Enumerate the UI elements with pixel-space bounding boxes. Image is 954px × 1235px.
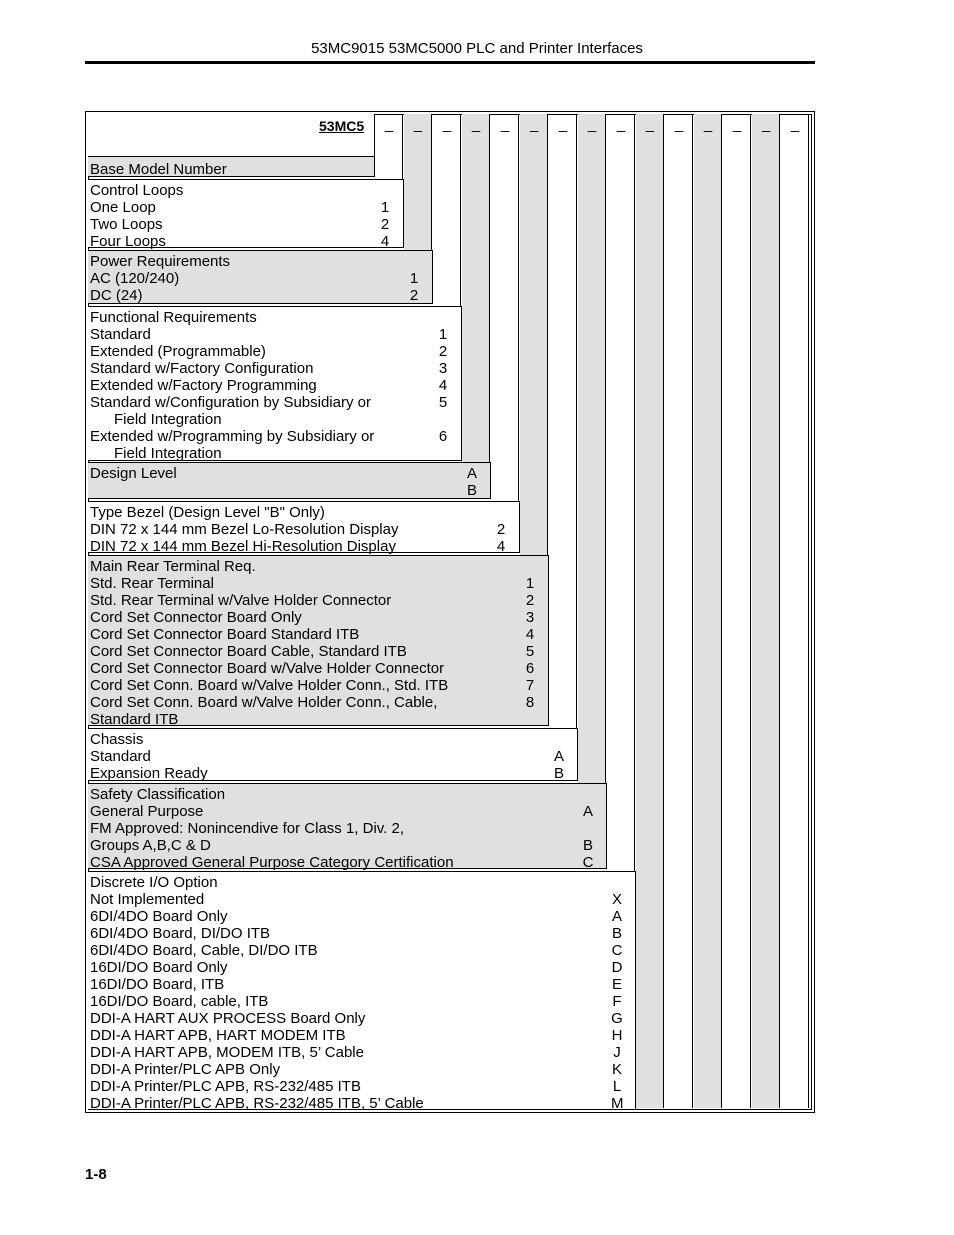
section-design-level bbox=[88, 462, 491, 499]
option-label: Standard bbox=[90, 748, 151, 765]
option-label: Cord Set Conn. Board w/Valve Holder Conn., Std. ITB bbox=[90, 677, 449, 694]
option-label: Expansion Ready bbox=[90, 765, 208, 782]
section-power-requirements bbox=[88, 250, 433, 304]
code-column bbox=[781, 114, 809, 1108]
option-code: 1 bbox=[438, 326, 448, 343]
page-number: 1-8 bbox=[85, 1166, 107, 1183]
option-label-continued: Field Integration bbox=[114, 411, 222, 428]
option-code: 8 bbox=[525, 694, 535, 711]
section-title: Base Model Number bbox=[90, 161, 227, 178]
section-control-loops bbox=[88, 179, 404, 248]
position-marker: _ bbox=[529, 116, 539, 133]
option-label: 6DI/4DO Board Only bbox=[90, 908, 228, 925]
option-label: CSA Approved General Purpose Category Certification bbox=[90, 854, 454, 871]
code-column bbox=[752, 114, 780, 1108]
position-marker: _ bbox=[674, 116, 684, 133]
section-chassis bbox=[88, 728, 578, 781]
code-column bbox=[636, 114, 664, 1108]
option-label-continued: Standard ITB bbox=[90, 711, 179, 728]
section-functional-requirements bbox=[88, 306, 462, 461]
section-base-model-number bbox=[88, 156, 375, 177]
option-label: Two Loops bbox=[90, 216, 163, 233]
section-title: Type Bezel (Design Level "B" Only) bbox=[90, 504, 325, 521]
option-code: 2 bbox=[380, 216, 390, 233]
option-code: 5 bbox=[525, 643, 535, 660]
position-marker: _ bbox=[761, 116, 771, 133]
option-label: One Loop bbox=[90, 199, 156, 216]
section-title: Design Level bbox=[90, 465, 177, 482]
option-code: G bbox=[611, 1010, 623, 1027]
position-marker: _ bbox=[732, 116, 742, 133]
option-code: H bbox=[611, 1027, 623, 1044]
model-prefix-cell bbox=[316, 114, 375, 156]
section-type-bezel-design-level-b-only bbox=[88, 501, 520, 553]
option-code: X bbox=[611, 891, 622, 908]
position-marker: _ bbox=[384, 116, 394, 133]
section-title: Chassis bbox=[90, 731, 144, 748]
section-title: Discrete I/O Option bbox=[90, 874, 218, 891]
option-label: Standard w/Factory Configuration bbox=[90, 360, 314, 377]
position-marker: _ bbox=[500, 116, 510, 133]
option-label: Cord Set Connector Board Only bbox=[90, 609, 302, 626]
option-code: 1 bbox=[409, 270, 419, 287]
option-label: 16DI/DO Board, ITB bbox=[90, 976, 225, 993]
option-code: 4 bbox=[438, 377, 448, 394]
option-label: 16DI/DO Board Only bbox=[90, 959, 228, 976]
section-title: Main Rear Terminal Req. bbox=[90, 558, 256, 575]
option-code: K bbox=[611, 1061, 622, 1078]
section-title: Safety Classification bbox=[90, 786, 226, 803]
code-column bbox=[462, 114, 490, 499]
option-label: Extended w/Factory Programming bbox=[90, 377, 317, 394]
option-label: Cord Set Connector Board Standard ITB bbox=[90, 626, 360, 643]
option-label: DDI-A Printer/PLC APB Only bbox=[90, 1061, 281, 1078]
option-code: 1 bbox=[525, 575, 535, 592]
option-code: 7 bbox=[525, 677, 535, 694]
option-code: 3 bbox=[525, 609, 535, 626]
position-marker: _ bbox=[645, 116, 655, 133]
section-title: Functional Requirements bbox=[90, 309, 257, 326]
option-label: Std. Rear Terminal w/Valve Holder Connector bbox=[90, 592, 392, 609]
option-code: 4 bbox=[525, 626, 535, 643]
option-code: 2 bbox=[496, 521, 506, 538]
code-column bbox=[723, 114, 751, 1108]
option-code: B bbox=[466, 482, 477, 499]
option-code: F bbox=[612, 993, 622, 1010]
code-column bbox=[665, 114, 693, 1108]
code-column bbox=[491, 114, 519, 553]
option-label: Not Implemented bbox=[90, 891, 205, 908]
option-label: Standard w/Configuration by Subsidiary or bbox=[90, 394, 371, 411]
option-code: J bbox=[613, 1044, 621, 1061]
option-label-continued: Field Integration bbox=[114, 445, 222, 462]
option-code: 4 bbox=[380, 233, 390, 250]
position-marker: _ bbox=[413, 116, 423, 133]
code-column bbox=[694, 114, 722, 1108]
option-label: DDI-A Printer/PLC APB, RS-232/485 ITB, 5’ Cable bbox=[90, 1095, 424, 1112]
option-code: 2 bbox=[525, 592, 535, 609]
option-code: A bbox=[611, 908, 622, 925]
option-label: Four Loops bbox=[90, 233, 166, 250]
option-code: M bbox=[611, 1095, 624, 1112]
position-marker: _ bbox=[703, 116, 713, 133]
option-code: 2 bbox=[438, 343, 448, 360]
section-discrete-i-o-option bbox=[88, 871, 636, 1110]
option-code: A bbox=[466, 465, 477, 482]
option-code: 2 bbox=[409, 287, 419, 304]
header-blank-cell bbox=[88, 114, 317, 157]
option-label: DIN 72 x 144 mm Bezel Lo-Resolution Display bbox=[90, 521, 399, 538]
option-label: General Purpose bbox=[90, 803, 204, 820]
option-label: DDI-A HART AUX PROCESS Board Only bbox=[90, 1010, 366, 1027]
option-code: 3 bbox=[438, 360, 448, 377]
code-column bbox=[578, 114, 606, 869]
position-marker: _ bbox=[442, 116, 452, 133]
position-marker: _ bbox=[471, 116, 481, 133]
section-main-rear-terminal-req bbox=[88, 555, 549, 726]
option-code: 4 bbox=[496, 538, 506, 555]
option-label: Std. Rear Terminal bbox=[90, 575, 214, 592]
option-code: A bbox=[553, 748, 564, 765]
position-marker: _ bbox=[587, 116, 597, 133]
option-code: 6 bbox=[438, 428, 448, 445]
option-label: DC (24) bbox=[90, 287, 143, 304]
position-marker: _ bbox=[790, 116, 800, 133]
position-marker: _ bbox=[616, 116, 626, 133]
section-safety-classification bbox=[88, 783, 607, 869]
option-label: Cord Set Connector Board Cable, Standard ITB bbox=[90, 643, 407, 660]
option-label: FM Approved: Nonincendive for Class 1, Div. 2, bbox=[90, 820, 405, 837]
option-label: Standard bbox=[90, 326, 151, 343]
option-code: L bbox=[612, 1078, 622, 1095]
option-code: C bbox=[611, 942, 623, 959]
option-code: 1 bbox=[380, 199, 390, 216]
option-label: DIN 72 x 144 mm Bezel Hi-Resolution Display bbox=[90, 538, 396, 555]
option-label: 16DI/DO Board, cable, ITB bbox=[90, 993, 269, 1010]
option-label: DDI-A HART APB, HART MODEM ITB bbox=[90, 1027, 346, 1044]
option-label: DDI-A HART APB, MODEM ITB, 5’ Cable bbox=[90, 1044, 364, 1061]
position-marker: _ bbox=[558, 116, 568, 133]
page-header: 53MC9015 53MC5000 PLC and Printer Interfaces bbox=[311, 40, 643, 57]
option-label: Cord Set Connector Board w/Valve Holder Connector bbox=[90, 660, 445, 677]
code-column bbox=[549, 114, 577, 781]
option-code: B bbox=[582, 837, 593, 854]
option-code: A bbox=[582, 803, 593, 820]
option-label: 6DI/4DO Board, DI/DO ITB bbox=[90, 925, 271, 942]
option-code: B bbox=[553, 765, 564, 782]
option-label: DDI-A Printer/PLC APB, RS-232/485 ITB bbox=[90, 1078, 361, 1095]
model-prefix: 53MC5 bbox=[319, 118, 365, 134]
option-code: 6 bbox=[525, 660, 535, 677]
option-label: Extended w/Programming by Subsidiary or bbox=[90, 428, 375, 445]
option-code: 5 bbox=[438, 394, 448, 411]
option-code: B bbox=[611, 925, 622, 942]
option-code: E bbox=[611, 976, 622, 993]
section-title: Control Loops bbox=[90, 182, 184, 199]
section-title: Power Requirements bbox=[90, 253, 231, 270]
option-code: D bbox=[611, 959, 623, 976]
option-code: C bbox=[582, 854, 594, 871]
option-label: Extended (Programmable) bbox=[90, 343, 266, 360]
option-label: 6DI/4DO Board, Cable, DI/DO ITB bbox=[90, 942, 318, 959]
header-rule bbox=[85, 61, 815, 64]
option-label: AC (120/240) bbox=[90, 270, 180, 287]
option-label-continued: Groups A,B,C & D bbox=[90, 837, 211, 854]
option-label: Cord Set Conn. Board w/Valve Holder Conn., Cable, bbox=[90, 694, 438, 711]
